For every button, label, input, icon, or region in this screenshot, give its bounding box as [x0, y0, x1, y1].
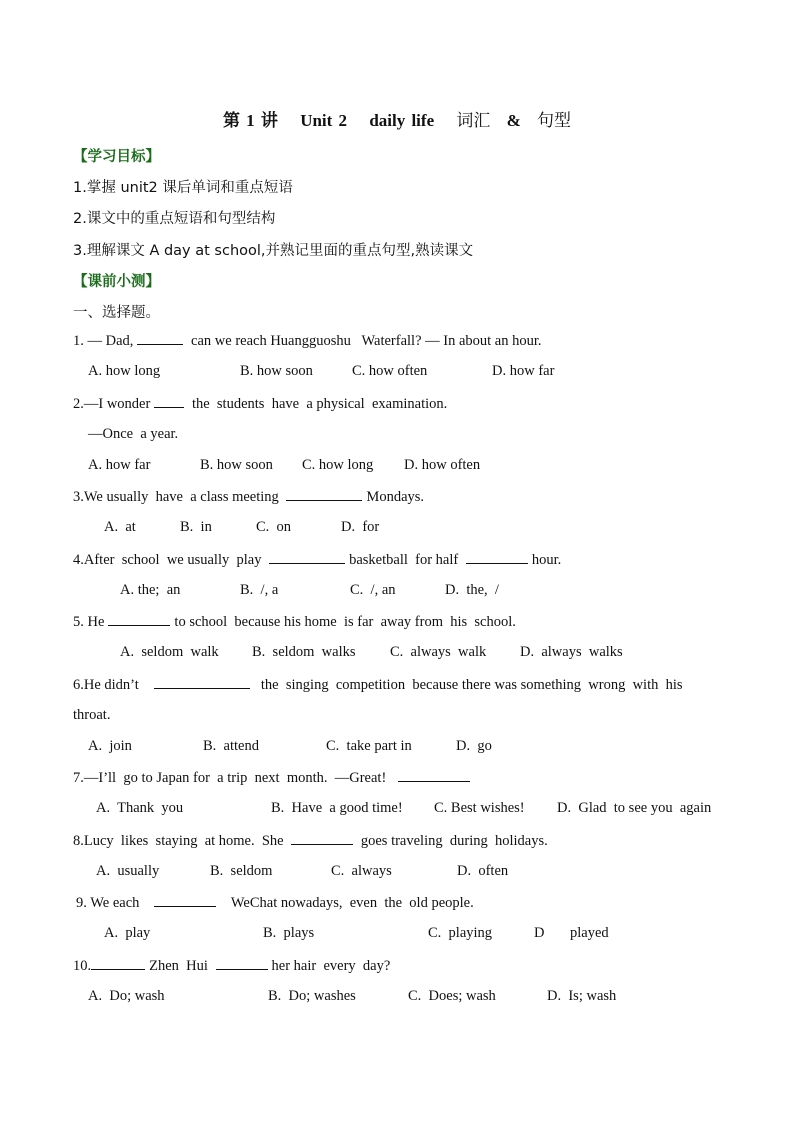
goals-heading: 【学习目标】: [73, 149, 160, 165]
option[interactable]: C. on: [256, 519, 292, 535]
option[interactable]: C. Best wishes!: [434, 800, 525, 816]
option[interactable]: B. Have a good time!: [271, 800, 403, 816]
option[interactable]: D. often: [457, 863, 509, 879]
answer-blank[interactable]: [154, 395, 184, 408]
answer-blank[interactable]: [269, 551, 345, 564]
question-9: 9. We each WeChat nowadays, even the old people.: [76, 895, 474, 911]
option[interactable]: A. the; an: [120, 582, 181, 598]
option[interactable]: B. /, a: [240, 582, 279, 598]
answer-blank[interactable]: [137, 332, 183, 345]
option[interactable]: D. how far: [492, 363, 555, 379]
option[interactable]: C. /, an: [350, 582, 396, 598]
title-amp: &: [506, 111, 521, 130]
option[interactable]: B. plays: [263, 925, 315, 941]
title-vocab: 词汇: [456, 111, 491, 131]
option[interactable]: B. Do; washes: [268, 988, 356, 1004]
answer-blank[interactable]: [108, 613, 170, 626]
option[interactable]: C. always: [331, 863, 392, 879]
question-3: 3.We usually have a class meeting Mondays.: [73, 489, 425, 505]
option[interactable]: A. usually: [96, 863, 160, 879]
answer-blank[interactable]: [154, 676, 250, 689]
title-topic: daily life: [369, 111, 435, 130]
option[interactable]: A. seldom walk: [120, 644, 219, 660]
option[interactable]: A. how long: [88, 363, 161, 379]
option[interactable]: A. Do; wash: [88, 988, 165, 1004]
goal-item-3: 3.理解课文 A day at school,并熟记里面的重点句型,熟读课文: [73, 243, 474, 259]
option[interactable]: D. always walks: [520, 644, 623, 660]
question-6: 6.He didn’t the singing competition because there was something wrong with his: [73, 677, 683, 693]
option[interactable]: D. for: [341, 519, 380, 535]
question-10: 10. Zhen Hui her hair every day?: [73, 958, 391, 974]
option[interactable]: D. go: [456, 738, 492, 754]
part-heading: 一、选择题。: [73, 305, 160, 321]
option[interactable]: A. at: [104, 519, 136, 535]
question-4: 4.After school we usually play basketball for half hour.: [73, 552, 562, 568]
question-5: 5. He to school because his home is far away from his school.: [73, 614, 516, 630]
option[interactable]: D. Is; wash: [547, 988, 617, 1004]
answer-blank[interactable]: [291, 832, 353, 845]
option[interactable]: A. how far: [88, 457, 151, 473]
option[interactable]: C. how long: [302, 457, 374, 473]
question-7: 7.—I’ll go to Japan for a trip next month. —Great!: [73, 769, 474, 787]
option[interactable]: B. in: [180, 519, 212, 535]
option[interactable]: B. seldom: [210, 863, 273, 879]
option[interactable]: B. how soon: [200, 457, 273, 473]
option[interactable]: B. seldom walks: [252, 644, 356, 660]
question-2: 2.—I wonder the students have a physical examination.: [73, 396, 448, 412]
option[interactable]: D. the, /: [445, 582, 499, 598]
option[interactable]: A. Thank you: [96, 800, 184, 816]
answer-blank[interactable]: [216, 957, 268, 970]
option[interactable]: D. how often: [404, 457, 481, 473]
answer-blank[interactable]: [398, 769, 470, 782]
option[interactable]: played: [570, 925, 609, 941]
answer-blank[interactable]: [154, 894, 216, 907]
option[interactable]: A. join: [88, 738, 132, 754]
option[interactable]: C. playing: [428, 925, 493, 941]
question-8: 8.Lucy likes staying at home. She goes traveling during holidays.: [73, 833, 548, 849]
answer-blank[interactable]: [286, 488, 362, 501]
answer-blank[interactable]: [91, 957, 145, 970]
option[interactable]: B. attend: [203, 738, 259, 754]
option[interactable]: D: [534, 925, 545, 941]
option[interactable]: B. how soon: [240, 363, 313, 379]
question-1: 1. — Dad, can we reach Huangguoshu Waterfall? — In about an hour.: [73, 333, 542, 349]
goal-item-1: 1.掌握 unit2 课后单词和重点短语: [73, 180, 293, 196]
pretest-heading: 【课前小测】: [73, 274, 160, 290]
question-6-cont: throat.: [73, 707, 111, 723]
option[interactable]: C. Does; wash: [408, 988, 496, 1004]
title-unit: Unit 2: [300, 111, 348, 130]
question-2-reply: —Once a year.: [88, 426, 179, 442]
title-lecture: 第 1 讲: [222, 111, 278, 130]
goal-item-2: 2.课文中的重点短语和句型结构: [73, 211, 276, 227]
option[interactable]: A. play: [104, 925, 151, 941]
option[interactable]: C. always walk: [390, 644, 487, 660]
title-pattern: 句型: [537, 111, 572, 131]
option[interactable]: D. Glad to see you again: [557, 800, 712, 816]
option[interactable]: C. how often: [352, 363, 428, 379]
option[interactable]: C. take part in: [326, 738, 412, 754]
answer-blank[interactable]: [466, 551, 528, 564]
page-title: [0, 106, 794, 131]
